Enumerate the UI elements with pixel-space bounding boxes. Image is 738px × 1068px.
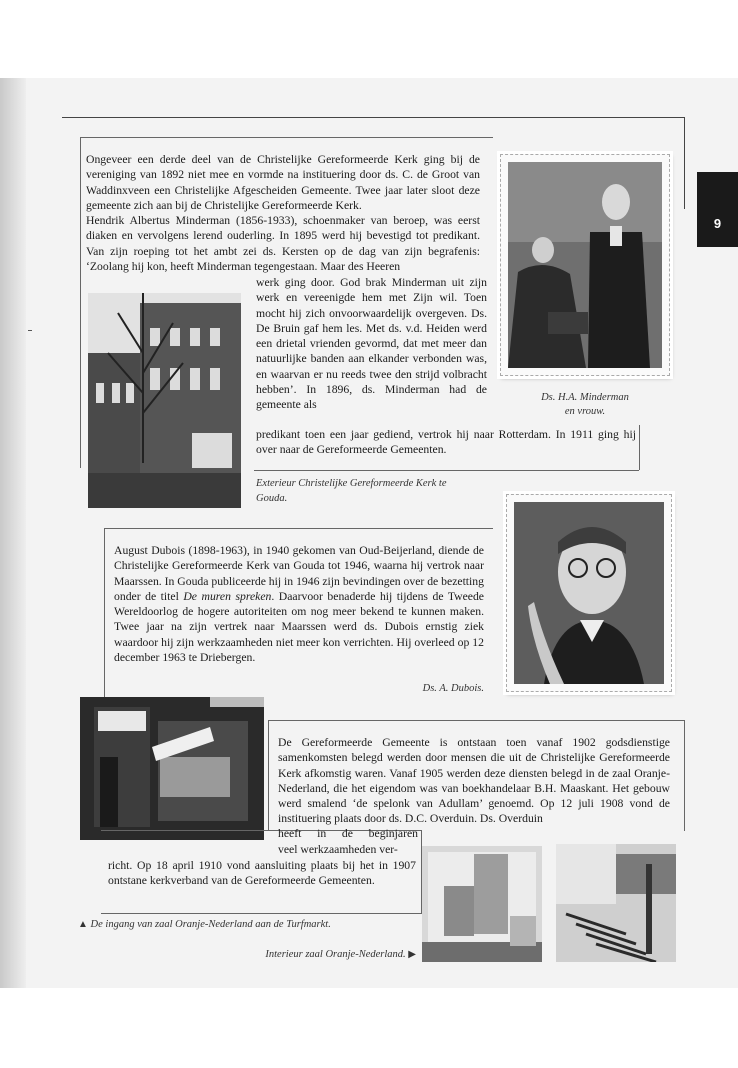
paragraph: werk ging door. God brak Minderman uit zijn werk en vereenigde hem met Zijn wil. Toen mocht hij zich onvoorwaardelijk overgeven. Ds. De Bruin gaf hem les. Met ds. v.d. Heiden werd een drietal vrienden gevormd, dat met meer dan natuurlijke banden aan elkander verbonden was, en waarvan er nu reeds twee den strijd volbracht hebben’. In 1896, ds. Minderman had de gemeente als: [256, 276, 487, 412]
church-exterior-photo: [88, 293, 241, 508]
section3-text-top: [278, 735, 670, 827]
margin-mark: [28, 330, 32, 331]
oranje-entrance-photo: [80, 697, 264, 840]
page-number-tab: [697, 172, 738, 247]
church-exterior-illustration: [88, 293, 241, 508]
section3-text-middle: [278, 826, 418, 858]
section1-text-wrap: [256, 275, 487, 413]
caption-oranje: [78, 919, 418, 930]
paragraph: Hendrik Albertus Minderman (1856-1933), schoenmaker van beroep, was eerst diaken en vervolgens lerend ouderling. In 1895 werd hij bevestigd tot predikant. Van zijn roeping tot het ambt zei ds. Kersten op de dag van zijn begrafenis: ‘Zoolang hij kon, heeft Minderman tegengestaan. Maar des Heeren: [86, 214, 480, 274]
text-line: veel werkzaamheden ver-: [278, 843, 398, 856]
dubois-photo: [514, 502, 664, 684]
text-line: heeft in de beginjaren: [278, 827, 418, 840]
caption-minderman: [510, 391, 660, 419]
paragraph: predikant toen een jaar gediend, vertrok hij naar Rotterdam. In 1911 ging hij over naar de Gereformeerde Gemeenten.: [256, 428, 636, 457]
paragraph: Ongeveer een derde deel van de Christelijke Gereformeerde Kerk ging bij de vereniging van 1892 niet mee en vormde na instituering door ds. C. de Groot van Waddinxveen een Christelijke Afgescheiden Gemeente. Twee jaar later sloot deze gemeente zich aan bij de Christelijke Gereformeerde Kerk.: [86, 153, 480, 212]
entrance-illustration: [80, 697, 264, 840]
caption-text: De ingang van zaal Oranje-Nederland aan de Turfmarkt.: [90, 919, 331, 930]
triangle-right-icon: ▶: [408, 949, 416, 960]
section1-text-bottom: [256, 427, 636, 458]
paragraph: De Gereformeerde Gemeente is ontstaan toen vanaf 1902 godsdienstige samenkomsten belegd werden door mensen die uit de Christelijke Gereformeerde Kerk afkomstig waren. Vanaf 1905 werden deze diensten belegd in de zaal Oranje-Nederland, die het eigendom was van boekhandelaar B.H. Maaskant. Het gebouw werd smalend ‘de spelonk van Adullam’ genoemd. Op 12 juli 1908 vond de instituering plaats door ds. D.C. Overduin. Ds. Overduin: [278, 736, 670, 826]
minderman-photo: [508, 162, 662, 368]
section1-text-top: [86, 152, 480, 274]
caption-line: Exterieur Christelijke Gereformeerde Kerk te: [256, 478, 447, 489]
section1-frame-right: [639, 425, 640, 470]
text-run: . Daarvoor benaderde hij tijdens de Tweede Wereldoorlog de hogere autoriteiten om nog meer bekend te kunnen maken. Twee jaar na zijn vertrek naar Maarssen werd ds. Dubois ernstig ziek waardoor hij zijn werkzaamheden niet meer kon verrichten. Hij overleed op 12 december 1963 te Driebergen.: [114, 589, 484, 665]
caption-line: en vrouw.: [564, 406, 606, 417]
top-rule: [62, 117, 684, 118]
minderman-photo-frame: [500, 154, 670, 376]
section3-text-bottom: [108, 858, 416, 889]
interior-photo-left: [422, 846, 542, 962]
caption-text: Interieur zaal Oranje-Nederland.: [265, 949, 406, 960]
interior-left-illustration: [422, 846, 542, 962]
caption-interieur: [214, 949, 416, 960]
paragraph: [114, 543, 484, 665]
section3-frame-left: [268, 720, 269, 830]
interior-right-illustration: [556, 844, 676, 962]
section1-frame-bottom: [254, 470, 639, 471]
section2-text: [114, 543, 484, 665]
caption-line: Gouda.: [256, 493, 288, 504]
caption-church: [256, 476, 486, 506]
page-number: 9: [713, 216, 722, 231]
caption-line: Ds. H.A. Minderman: [541, 392, 629, 403]
dubois-photo-frame: [506, 494, 672, 692]
caption-dubois: Ds. A. Dubois.: [422, 683, 484, 694]
binding-gutter: [0, 78, 26, 988]
triangle-up-icon: ▲: [78, 919, 88, 930]
paragraph: richt. Op 18 april 1910 vond aansluiting plaats bij het in 1907 ontstane kerkverband van de Gereformeerde Gemeenten.: [108, 859, 416, 888]
interior-photo-right: [556, 844, 676, 962]
book-title: De muren spreken: [183, 589, 272, 603]
text-run: August Dubois (1898-1963), in 1940 gekomen van Oud-Beijerland, diende de Christelijke Gereformeerde Kerk van Gouda tot 1946, waarna hij vertrok naar Maarssen. In Gouda publiceerde hij in 1946 zijn bevindingen over de bezetting onder de titel: [114, 544, 484, 603]
right-rule: [684, 117, 685, 209]
